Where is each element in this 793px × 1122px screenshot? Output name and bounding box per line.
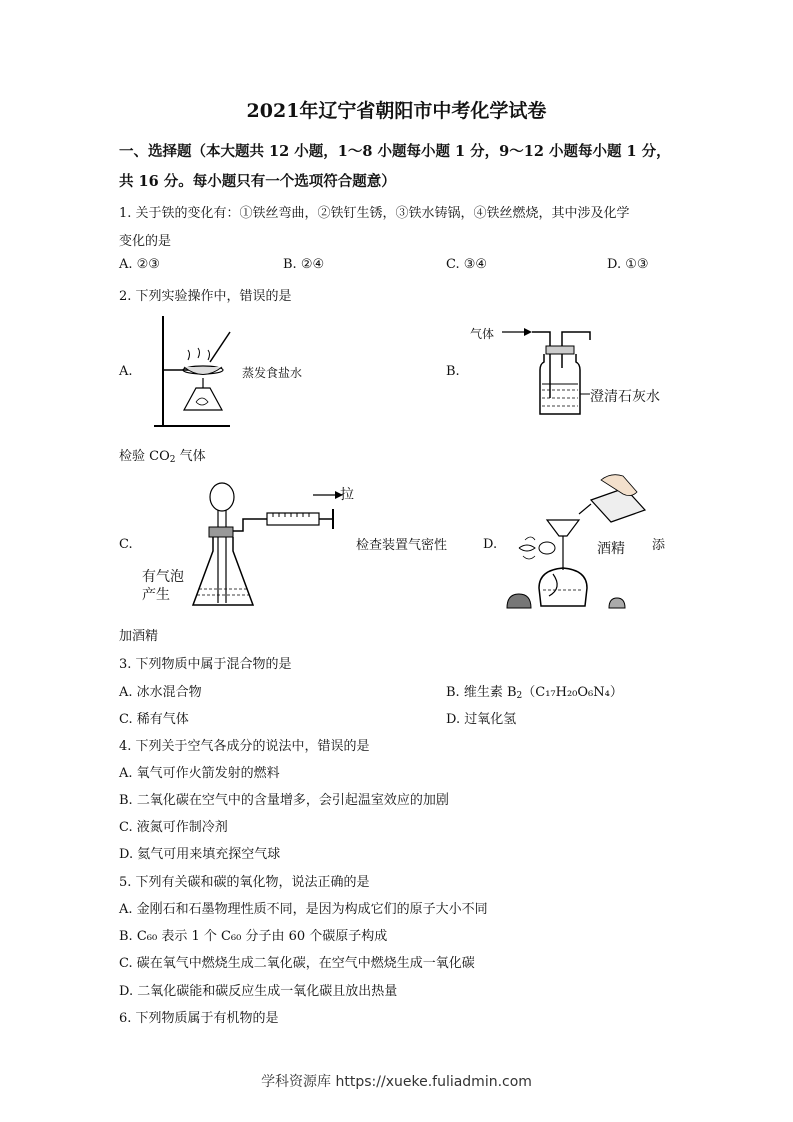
q2-option-c-caption: 检查装置气密性: [356, 538, 448, 553]
q1-option-a[interactable]: A. ②③: [119, 257, 160, 272]
q5-option-b[interactable]: B. C₆₀ 表示 1 个 C₆₀ 分子由 60 个碳原子构成: [119, 929, 388, 944]
q4-option-a[interactable]: A. 氧气可作火箭发射的燃料: [119, 766, 280, 781]
adding-alcohol-figure: [505, 470, 650, 615]
section-heading-line2: 共 16 分。每小题只有一个选项符合题意）: [119, 173, 396, 190]
gas-inlet-label: 气体: [470, 327, 495, 341]
q4-option-c[interactable]: C. 液氮可作制冷剂: [119, 820, 228, 835]
q2-option-b-caption: 检验 $CO_2$ 气体: [119, 449, 206, 465]
q5-option-c[interactable]: C. 碳在氧气中燃烧生成二氧化碳，在空气中燃烧生成一氧化碳: [119, 956, 475, 971]
bubbles-label-line1: 有气泡: [142, 569, 184, 585]
q2-option-c-letter[interactable]: C.: [119, 537, 133, 552]
gas-washing-bottle-figure: [500, 318, 600, 420]
limewater-label: 澄清石灰水: [590, 389, 660, 405]
q2-option-b-letter[interactable]: B.: [446, 364, 460, 379]
q3-option-d[interactable]: D. 过氧化氢: [446, 712, 517, 727]
q1-option-c[interactable]: C. ③④: [446, 257, 488, 272]
pull-arrow-label: 拉: [340, 487, 354, 503]
evaporation-apparatus-figure: [148, 310, 238, 430]
q5-option-d[interactable]: D. 二氧化碳能和碳反应生成一氧化碳且放出热量: [119, 984, 398, 999]
q2-stem: 2. 下列实验操作中，错误的是: [119, 289, 292, 304]
q2-option-a-letter[interactable]: A.: [119, 364, 133, 379]
section-heading-line1: 一、选择题（本大题共 12 小题，1～8 小题每小题 1 分，9～12 小题每小题 1 分，: [119, 143, 671, 160]
footer-source: 学科资源库 https://xueke.fuliadmin.com: [261, 1074, 532, 1090]
q4-option-b[interactable]: B. 二氧化碳在空气中的含量增多，会引起温室效应的加剧: [119, 793, 449, 808]
bubbles-label-line2: 产生: [142, 587, 170, 603]
q2-option-d-caption-part1: 添: [652, 538, 666, 553]
q2-option-a-caption: 蒸发食盐水: [242, 366, 303, 380]
q3-option-a[interactable]: A. 冰水混合物: [119, 685, 202, 700]
q2-option-d-letter[interactable]: D.: [483, 537, 498, 552]
q6-stem: 6. 下列物质属于有机物的是: [119, 1011, 279, 1026]
q5-option-a[interactable]: A. 金刚石和石墨物理性质不同，是因为构成它们的原子大小不同: [119, 902, 488, 917]
q3-stem: 3. 下列物质中属于混合物的是: [119, 657, 292, 672]
airtightness-check-figure: [185, 475, 355, 615]
q5-stem: 5. 下列有关碳和碳的氧化物，说法正确的是: [119, 875, 370, 890]
q4-option-d[interactable]: D. 氦气可用来填充探空气球: [119, 847, 281, 862]
q3-option-c[interactable]: C. 稀有气体: [119, 712, 189, 727]
q1-stem-line1: 1. 关于铁的变化有：①铁丝弯曲，②铁钉生锈，③铁水铸锅，④铁丝燃烧，其中涉及化学: [119, 206, 630, 221]
q1-option-d[interactable]: D. ①③: [607, 257, 649, 272]
alcohol-label: 酒精: [597, 541, 625, 557]
q3-option-b[interactable]: B. 维生素 $B_2(C_{17}H_{20}O_6N_4)$: [446, 685, 623, 701]
q2-option-d-caption-part2: 加酒精: [119, 629, 159, 644]
q1-option-b[interactable]: B. ②④: [283, 257, 325, 272]
q1-stem-line2: 变化的是: [119, 234, 172, 249]
q4-stem: 4. 下列关于空气各成分的说法中，错误的是: [119, 739, 370, 754]
page-title: 2021年辽宁省朝阳市中考化学试卷: [246, 100, 547, 122]
